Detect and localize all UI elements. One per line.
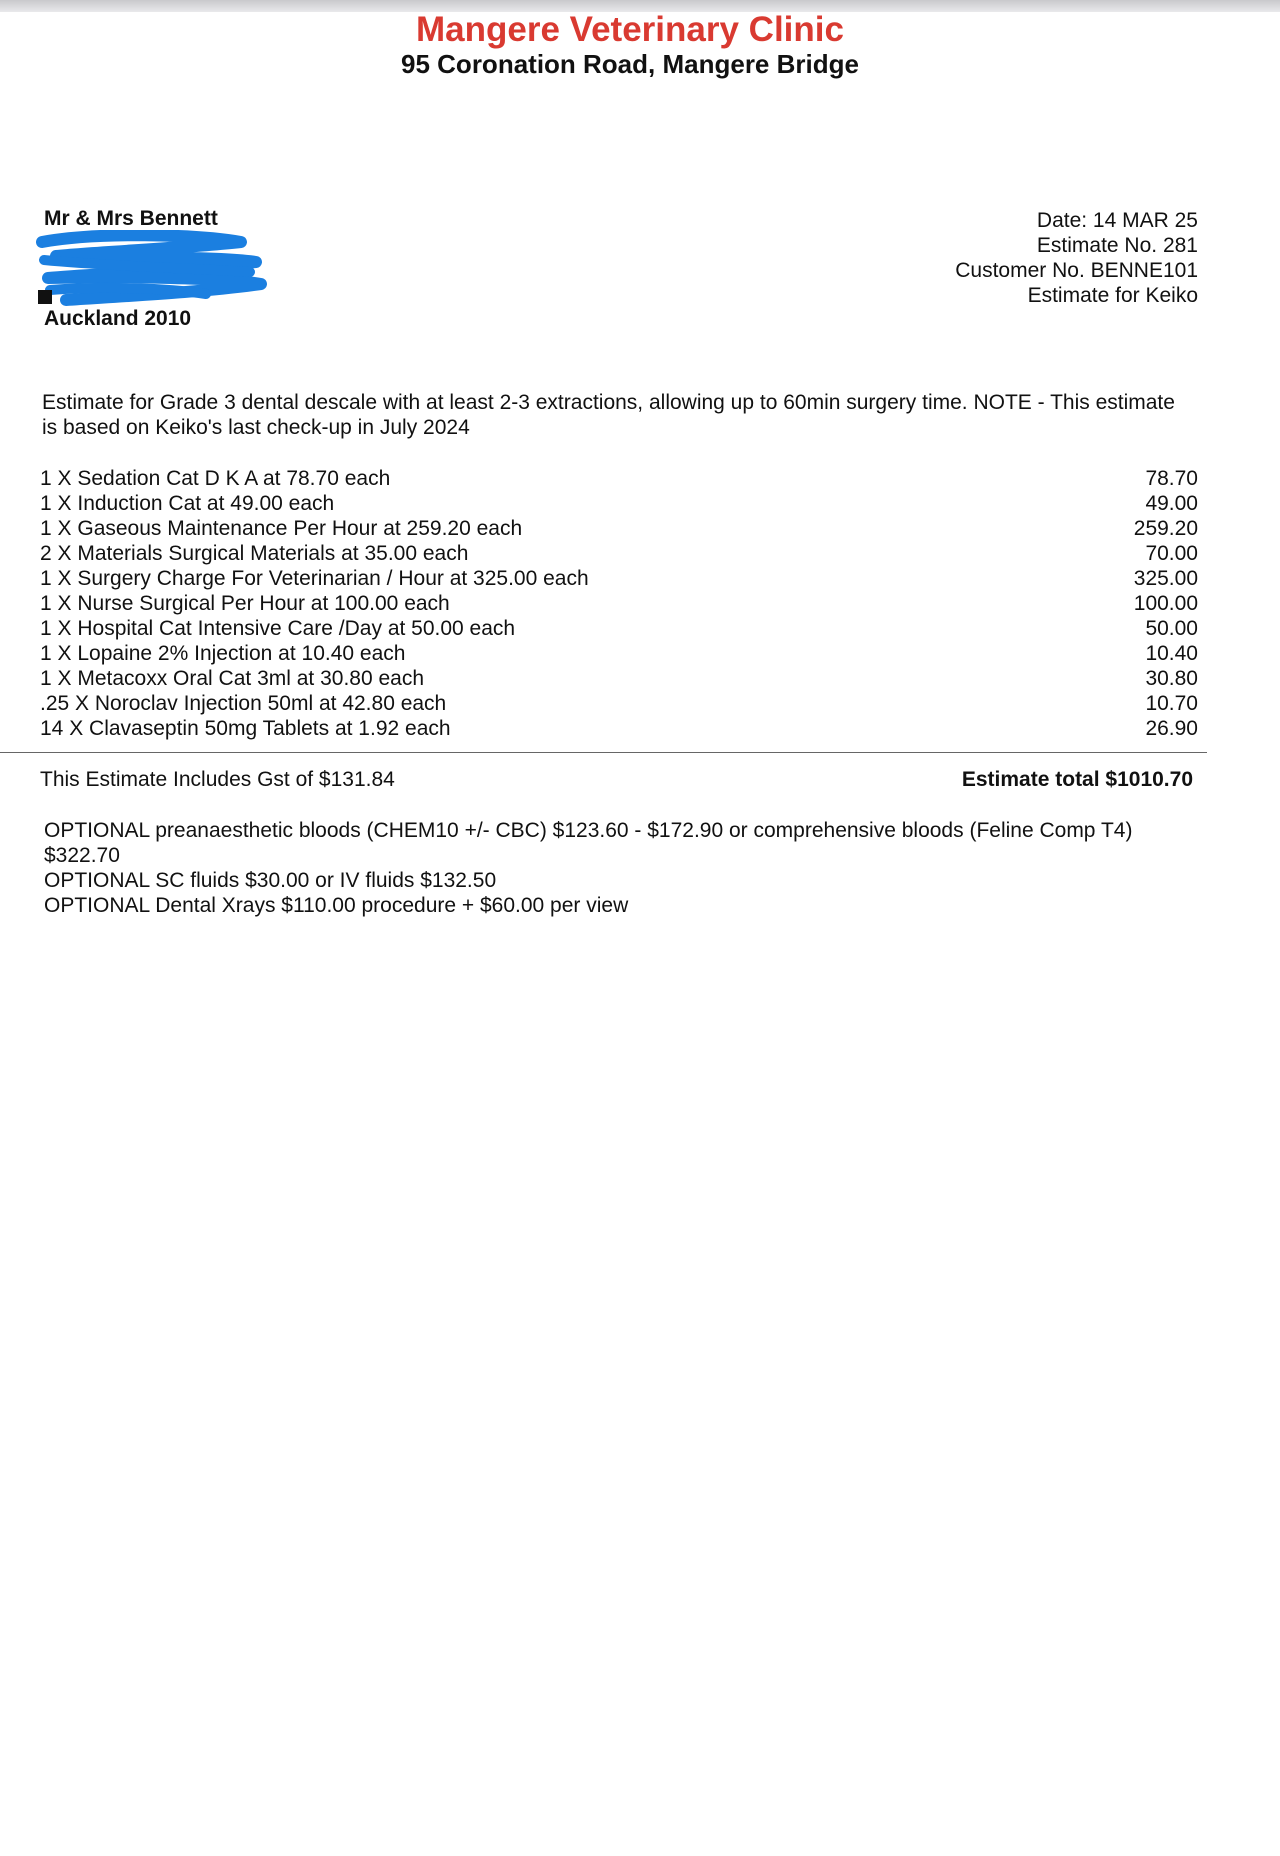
line-item-description: 2 X Materials Surgical Materials at 35.00 each: [40, 542, 469, 565]
customer-city: Auckland 2010: [44, 307, 192, 330]
line-item-description: 1 X Metacoxx Oral Cat 3ml at 30.80 each: [40, 667, 425, 690]
line-item-description: 1 X Surgery Charge For Veterinarian / Hour at 325.00 each: [40, 567, 589, 590]
gst-note: This Estimate Includes Gst of $131.84: [40, 768, 395, 791]
optional-item: OPTIONAL SC fluids $30.00 or IV fluids $132.50: [44, 869, 497, 892]
line-item-amount: 49.00: [1145, 492, 1198, 515]
optional-item: OPTIONAL preanaesthetic bloods (CHEM10 +/- CBC) $123.60 - $172.90 or comprehensive bloods (Feline Comp T4) $322.70: [44, 819, 1133, 867]
customer-number: Customer No. BENNE101: [955, 259, 1198, 282]
line-item: [40, 691, 1198, 716]
line-item-description: .25 X Noroclav Injection 50ml at 42.80 each: [40, 692, 447, 715]
line-item-description: 1 X Lopaine 2% Injection at 10.40 each: [40, 642, 406, 665]
line-item-amount: 10.40: [1145, 642, 1198, 665]
estimate-total: Estimate total $1010.70: [961, 768, 1193, 791]
line-item: [40, 566, 1198, 591]
line-item-amount: 70.00: [1145, 542, 1198, 565]
estimate-number: Estimate No. 281: [1036, 234, 1198, 257]
clinic-name: Mangere Veterinary Clinic: [416, 10, 844, 49]
optional-items: [44, 818, 1194, 918]
line-item-amount: 50.00: [1145, 617, 1198, 640]
line-item-amount: 259.20: [1133, 517, 1198, 540]
line-item: [40, 541, 1198, 566]
line-item-amount: 30.80: [1145, 667, 1198, 690]
line-item-description: 1 X Hospital Cat Intensive Care /Day at 50.00 each: [40, 617, 516, 640]
line-item: [40, 666, 1198, 691]
line-item: [40, 516, 1198, 541]
divider: [0, 752, 1207, 753]
address-redaction-scribble: [36, 230, 268, 308]
line-item-description: 1 X Gaseous Maintenance Per Hour at 259.20 each: [40, 517, 523, 540]
optional-item: OPTIONAL Dental Xrays $110.00 procedure + $60.00 per view: [44, 894, 629, 917]
line-item: [40, 716, 1198, 741]
line-item: [40, 466, 1198, 491]
estimate-description: Estimate for Grade 3 dental descale with at least 2-3 extractions, allowing up to 60min surgery time. NOTE - This estimate is based on Keiko's last check-up in July 2024: [42, 391, 1175, 439]
line-item-amount: 26.90: [1145, 717, 1198, 740]
estimate-info: [955, 208, 1198, 308]
line-item-amount: 325.00: [1133, 567, 1198, 590]
line-item-description: 1 X Induction Cat at 49.00 each: [40, 492, 335, 515]
line-item: [40, 591, 1198, 616]
estimate-date: Date: 14 MAR 25: [1036, 209, 1198, 232]
line-item: [40, 491, 1198, 516]
line-item-description: 1 X Nurse Surgical Per Hour at 100.00 each: [40, 592, 450, 615]
clinic-address: 95 Coronation Road, Mangere Bridge: [401, 49, 859, 79]
line-item-amount: 78.70: [1145, 467, 1198, 490]
line-items: [40, 466, 1198, 741]
line-item: [40, 641, 1198, 666]
estimate-for: Estimate for Keiko: [1027, 284, 1198, 307]
line-item-description: 1 X Sedation Cat D K A at 78.70 each: [40, 467, 391, 490]
line-item: [40, 616, 1198, 641]
customer-name: Mr & Mrs Bennett: [44, 207, 218, 230]
line-item-amount: 100.00: [1133, 592, 1198, 615]
line-item-description: 14 X Clavaseptin 50mg Tablets at 1.92 each: [40, 717, 451, 740]
line-item-amount: 10.70: [1145, 692, 1198, 715]
